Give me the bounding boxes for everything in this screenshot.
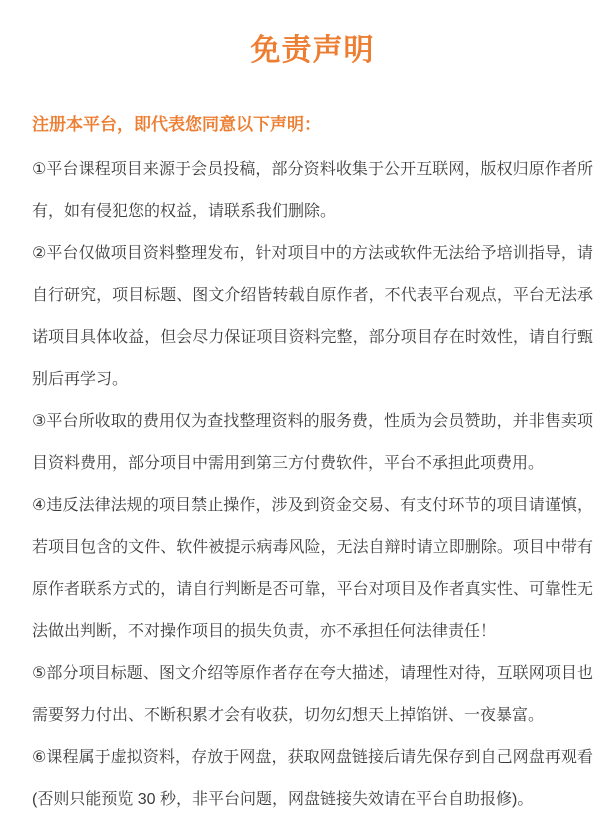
disclaimer-paragraph-3: ③平台所收取的费用仅为查找整理资料的服务费，性质为会员赞助，并非售卖项目资料费用，部分项目中需用到第三方付费软件，平台不承担此项费用。 — [32, 413, 593, 472]
page-title: 免责声明 — [250, 34, 375, 67]
intro-statement: 注册本平台，即代表您同意以下声明： — [32, 115, 321, 134]
disclaimer-paragraph-6: ⑥课程属于虚拟资料，存放于网盘，获取网盘链接后请先保存到自己网盘再观看(否则只能预览 30 秒，非平台问题，网盘链接失效请在平台自助报修)。 — [32, 749, 593, 808]
disclaimer-paragraph-2: ②平台仅做项目资料整理发布，针对项目中的方法或软件无法给予培训指导，请自行研究，项目标题、图文介绍皆转载自原作者，不代表平台观点，平台无法承诺项目具体收益，但会尽力保证项目资料完整，部分项目存在时效性，请自行甄别后再学习。 — [32, 245, 593, 388]
disclaimer-paragraph-1: ①平台课程项目来源于会员投稿，部分资料收集于公开互联网，版权归原作者所有，如有侵犯您的权益，请联系我们删除。 — [32, 161, 593, 220]
disclaimer-paragraph-5: ⑤部分项目标题、图文介绍等原作者存在夸大描述，请理性对待，互联网项目也需要努力付出、不断积累才会有收获，切勿幻想天上掉馅饼、一夜暴富。 — [32, 665, 593, 724]
disclaimer-paragraph-4: ④违反法律法规的项目禁止操作，涉及到资金交易、有支付环节的项目请谨慎，若项目包含的文件、软件被提示病毒风险，无法自辩时请立即删除。项目中带有原作者联系方式的，请自行判断是否可靠，平台对项目及作者真实性、可靠性无法做出判断，不对操作项目的损失负责，亦不承担任何法律责任！ — [32, 497, 593, 640]
disclaimer-body — [32, 149, 593, 821]
